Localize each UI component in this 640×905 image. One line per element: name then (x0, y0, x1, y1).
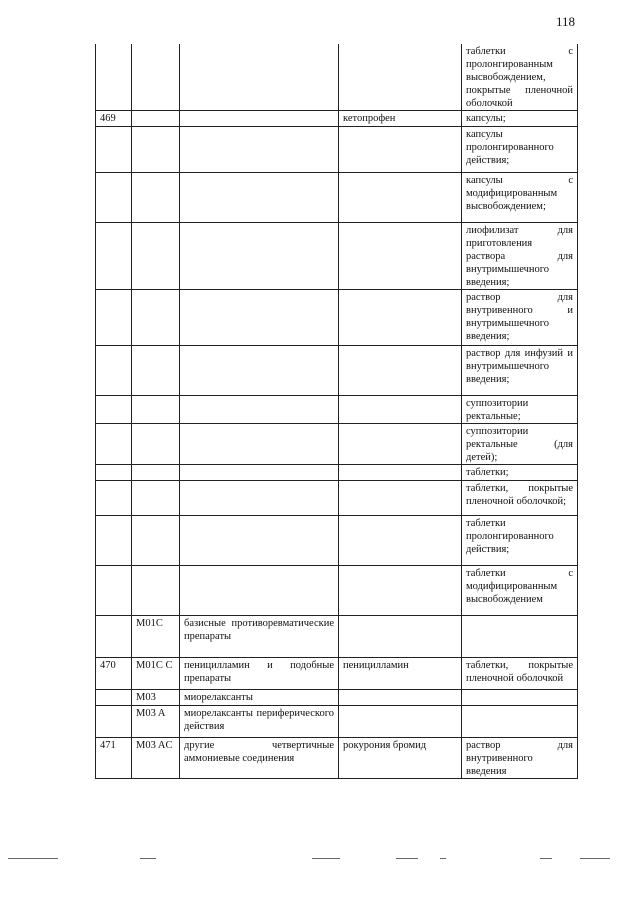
table-row (96, 738, 578, 779)
drug-name-cell (339, 290, 462, 346)
dosage-form-cell: таблетки пролонгированного действия; (462, 516, 578, 566)
group-name-cell (180, 424, 339, 465)
row-number-cell (96, 616, 132, 658)
group-name-cell: базисные противоревматические препараты (180, 616, 339, 658)
atc-code-cell (132, 396, 180, 424)
dosage-form-cell: таблетки с пролонгированным высвобождением, покрытые пленочной оболочкой (462, 44, 578, 111)
row-number-cell (96, 290, 132, 346)
table-row (96, 481, 578, 516)
atc-code-cell (132, 465, 180, 481)
drug-name-cell: пеницилламин (339, 658, 462, 690)
row-number-cell (96, 346, 132, 396)
scan-artifact-line (0, 858, 640, 864)
group-name-cell: миорелаксанты (180, 690, 339, 706)
group-name-cell: другие четвертичные аммониевые соединения (180, 738, 339, 779)
dosage-form-cell: раствор для внутривенного введения (462, 738, 578, 779)
group-name-cell (180, 223, 339, 290)
dosage-form-cell (462, 616, 578, 658)
row-number-cell (96, 44, 132, 111)
atc-code-cell (132, 223, 180, 290)
row-number-cell (96, 690, 132, 706)
drug-name-cell (339, 44, 462, 111)
row-number-cell: 471 (96, 738, 132, 779)
group-name-cell (180, 481, 339, 516)
group-name-cell: миорелаксанты периферического действия (180, 706, 339, 738)
drug-name-cell (339, 706, 462, 738)
atc-code-cell: M01C (132, 616, 180, 658)
dosage-form-cell: капсулы с модифицированным высвобождением; (462, 173, 578, 223)
table-row (96, 346, 578, 396)
table-row (96, 223, 578, 290)
group-name-cell: пеницилламин и подобные препараты (180, 658, 339, 690)
drug-name-cell (339, 481, 462, 516)
atc-code-cell: M03 (132, 690, 180, 706)
atc-code-cell (132, 127, 180, 173)
table-row (96, 706, 578, 738)
table-body (96, 44, 578, 779)
atc-code-cell: M03 A (132, 706, 180, 738)
atc-code-cell (132, 481, 180, 516)
dosage-form-cell: суппозитории ректальные (для детей); (462, 424, 578, 465)
dosage-form-cell: раствор для инфузий и внутримышечного введения; (462, 346, 578, 396)
atc-code-cell (132, 44, 180, 111)
table-row (96, 616, 578, 658)
drug-name-cell (339, 465, 462, 481)
group-name-cell (180, 566, 339, 616)
dosage-form-cell: таблетки, покрытые пленочной оболочкой; (462, 481, 578, 516)
group-name-cell (180, 396, 339, 424)
atc-code-cell (132, 290, 180, 346)
group-name-cell (180, 44, 339, 111)
row-number-cell (96, 481, 132, 516)
atc-code-cell (132, 111, 180, 127)
atc-code-cell (132, 424, 180, 465)
row-number-cell: 470 (96, 658, 132, 690)
dosage-form-cell: таблетки, покрытые пленочной оболочкой (462, 658, 578, 690)
group-name-cell (180, 111, 339, 127)
group-name-cell (180, 346, 339, 396)
drug-name-cell (339, 690, 462, 706)
row-number-cell (96, 223, 132, 290)
atc-code-cell (132, 173, 180, 223)
dosage-form-cell: таблетки с модифицированным высвобождением (462, 566, 578, 616)
row-number-cell: 469 (96, 111, 132, 127)
row-number-cell (96, 127, 132, 173)
drug-name-cell: кетопрофен (339, 111, 462, 127)
drug-list-table (95, 44, 578, 779)
row-number-cell (96, 396, 132, 424)
dosage-form-cell: капсулы; (462, 111, 578, 127)
row-number-cell (96, 424, 132, 465)
group-name-cell (180, 127, 339, 173)
page-number: 118 (556, 14, 576, 29)
group-name-cell (180, 465, 339, 481)
table-row (96, 690, 578, 706)
atc-code-cell (132, 566, 180, 616)
dosage-form-cell: капсулы пролонгированного действия; (462, 127, 578, 173)
drug-name-cell (339, 346, 462, 396)
row-number-cell (96, 173, 132, 223)
table-row (96, 44, 578, 111)
drug-name-cell (339, 616, 462, 658)
table-row (96, 516, 578, 566)
drug-name-cell (339, 424, 462, 465)
drug-name-cell (339, 396, 462, 424)
group-name-cell (180, 516, 339, 566)
table-row (96, 127, 578, 173)
table-row (96, 290, 578, 346)
table-row (96, 658, 578, 690)
atc-code-cell: M01C C (132, 658, 180, 690)
drug-name-cell: рокурония бромид (339, 738, 462, 779)
row-number-cell (96, 465, 132, 481)
table-row (96, 465, 578, 481)
dosage-form-cell: суппозитории ректальные; (462, 396, 578, 424)
dosage-form-cell (462, 690, 578, 706)
atc-code-cell (132, 346, 180, 396)
table-row (96, 111, 578, 127)
row-number-cell (96, 706, 132, 738)
drug-name-cell (339, 516, 462, 566)
table-row (96, 396, 578, 424)
dosage-form-cell: лиофилизат для приготовления раствора для внутримышечного введения; (462, 223, 578, 290)
table-row (96, 566, 578, 616)
group-name-cell (180, 290, 339, 346)
table-row (96, 424, 578, 465)
drug-name-cell (339, 566, 462, 616)
group-name-cell (180, 173, 339, 223)
row-number-cell (96, 516, 132, 566)
dosage-form-cell (462, 706, 578, 738)
drug-name-cell (339, 223, 462, 290)
atc-code-cell: M03 AC (132, 738, 180, 779)
atc-code-cell (132, 516, 180, 566)
row-number-cell (96, 566, 132, 616)
drug-name-cell (339, 127, 462, 173)
drug-name-cell (339, 173, 462, 223)
table-row (96, 173, 578, 223)
dosage-form-cell: раствор для внутривенного и внутримышечного введения; (462, 290, 578, 346)
dosage-form-cell: таблетки; (462, 465, 578, 481)
